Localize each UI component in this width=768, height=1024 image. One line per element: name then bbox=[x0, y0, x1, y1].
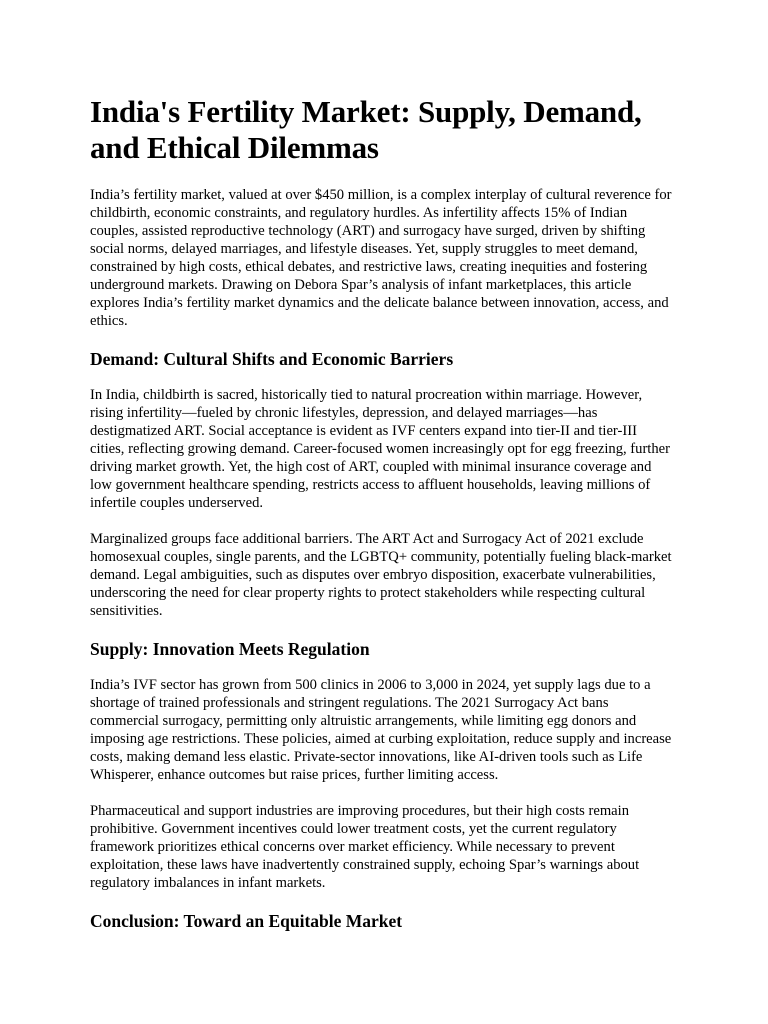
supply-paragraph-1: India’s IVF sector has grown from 500 clinics in 2006 to 3,000 in 2024, yet supply lags due to a shortage of trained professionals and stringent regulations. The 2021 Surrogacy Act bans commercial surrogacy, permitting only altruistic arrangements, while limiting egg donors and imposing age restrictions. These policies, aimed at curbing exploitation, reduce supply and increase costs, making demand less elastic. Private-sector innovations, like AI-driven tools such as Life Whisperer, enhance outcomes but raise prices, further limiting access. bbox=[90, 677, 672, 783]
document-page bbox=[90, 94, 674, 948]
demand-paragraph-2: Marginalized groups face additional barriers. The ART Act and Surrogacy Act of 2021 exclude homosexual couples, single parents, and the LGBTQ+ community, potentially fueling black-market demand. Legal ambiguities, such as disputes over embryo disposition, exacerbate vulnerabilities, underscoring the need for clear property rights to protect stakeholders while respecting cultural sensitivities. bbox=[90, 531, 672, 619]
section-heading-demand: Demand: Cultural Shifts and Economic Barriers bbox=[90, 349, 454, 369]
supply-paragraph-2: Pharmaceutical and support industries are improving procedures, but their high costs remain prohibitive. Government incentives could lower treatment costs, yet the current regulatory framework prioritizes ethical concerns over market efficiency. While necessary to prevent exploitation, these laws have inadvertently constrained supply, echoing Spar’s warnings about regulatory imbalances in infant markets. bbox=[90, 803, 640, 891]
demand-paragraph-1: In India, childbirth is sacred, historically tied to natural procreation within marriage. However, rising infertility—fueled by chronic lifestyles, depression, and delayed marriages—has destigmatized ART. Social acceptance is evident as IVF centers expand into tier-II and tier-III cities, reflecting growing demand. Career-focused women increasingly opt for egg freezing, further driving market growth. Yet, the high cost of ART, coupled with minimal insurance coverage and low government healthcare spending, restricts access to affluent households, leaving millions of infertile couples underserved. bbox=[90, 387, 670, 511]
section-heading-supply: Supply: Innovation Meets Regulation bbox=[90, 639, 370, 659]
intro-paragraph: India’s fertility market, valued at over $450 million, is a complex interplay of cultural reverence for childbirth, economic constraints, and regulatory hurdles. As infertility affects 15% of Indian couples, assisted reproductive technology (ART) and surrogacy have surged, driven by shifting social norms, delayed marriages, and lifestyle diseases. Yet, supply struggles to meet demand, constrained by high costs, ethical debates, and restrictive laws, creating inequities and fostering underground markets. Drawing on Debora Spar’s analysis of infant marketplaces, this article explores India’s fertility market dynamics and the delicate balance between innovation, access, and ethics. bbox=[90, 187, 672, 329]
document-title: India's Fertility Market: Supply, Demand, and Ethical Dilemmas bbox=[90, 94, 642, 165]
section-heading-conclusion: Conclusion: Toward an Equitable Market bbox=[90, 911, 403, 931]
